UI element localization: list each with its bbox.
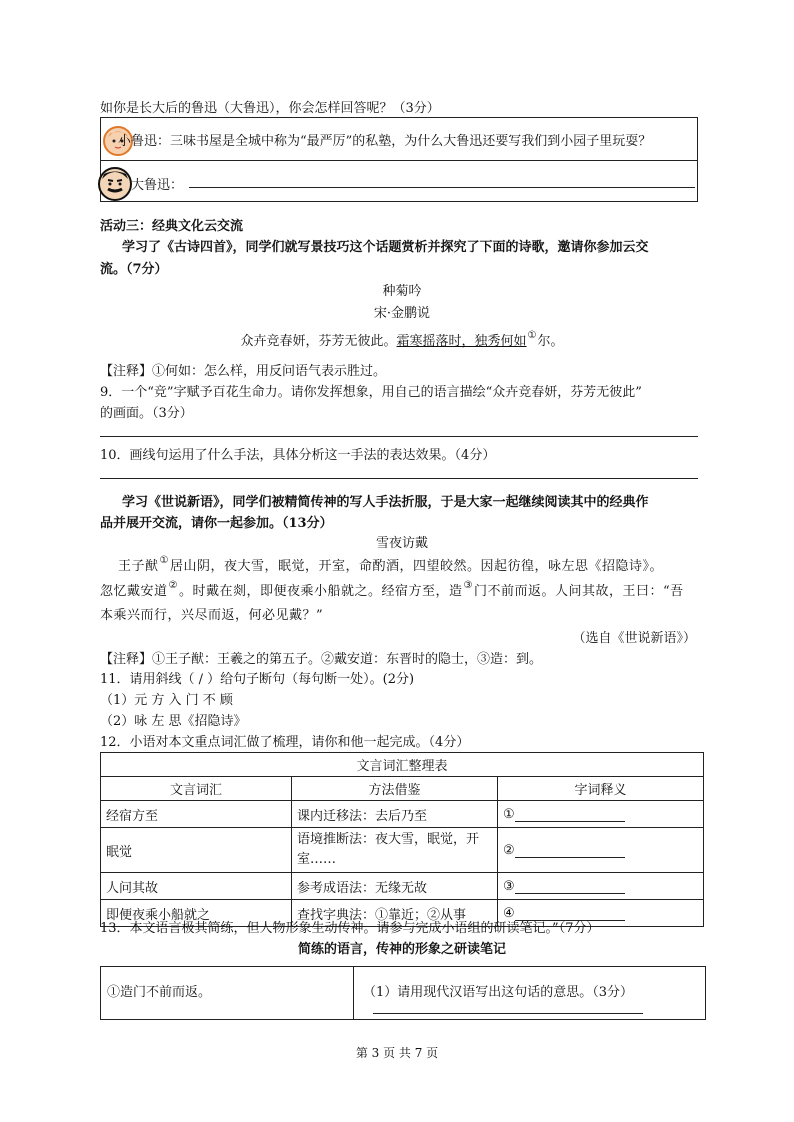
vocab-answer-mark: ①: [503, 806, 515, 822]
q10: 10．画线句运用了什么手法，具体分析这一手法的表达效果。（4分）: [100, 448, 496, 463]
passage-mark2: ②: [168, 580, 178, 591]
vocab-word: 经宿方至: [101, 801, 292, 828]
notes-answer-line[interactable]: [373, 1013, 643, 1014]
passage-line1-b: 居山阴，夜大雪，眠觉，开室，命酌酒，四望皎然。因起彷徨，咏左思《招隐诗》。: [169, 559, 663, 574]
answer-blank[interactable]: [515, 845, 625, 858]
notes-left: ①造门不前而返。: [107, 985, 212, 1000]
q9-answer-line: [100, 436, 698, 437]
vocab-answer-mark: ②: [503, 842, 515, 858]
shishuo-intro-line1: 学习《世说新语》，同学们被精简传神的写人手法折服，于是大家一起继续阅读其中的经典作: [122, 495, 649, 510]
q9-line2: 的画面。（3分）: [100, 406, 193, 421]
q10-answer-line: [100, 478, 698, 479]
table-row: [101, 828, 704, 873]
poem-line: [100, 330, 704, 349]
vocab-method: 参考成语法：无缘无故: [292, 873, 498, 900]
vocab-header-word: 文言词汇: [101, 777, 292, 801]
q11-item2: （2）咏 左 思《招隐诗》: [100, 714, 247, 729]
vocab-header-answer: 字词释义: [498, 777, 704, 801]
vocab-answer-cell[interactable]: [498, 801, 704, 828]
vocab-method: 课内迁移法：去后乃至: [292, 801, 498, 828]
passage-line1-a: 王子猷: [118, 559, 159, 574]
vocab-answer-cell[interactable]: [498, 873, 704, 900]
small-lu-xun-line: 小鲁迅：三味书屋是全城中称为“最严厉”的私塾，为什么大鲁迅还要写我们到小园子里玩耍？: [118, 134, 652, 149]
shishuo-intro-line2: 品并展开交流，请你一起参加。（13分）: [100, 516, 333, 531]
poem-author: 宋·金鹏说: [373, 306, 431, 321]
table-row: [101, 801, 704, 828]
passage-mark3: ③: [463, 580, 473, 591]
activity3-heading: 活动三：经典文化云交流: [100, 219, 244, 234]
table-row: [101, 873, 704, 900]
vocab-answer-cell[interactable]: [498, 828, 704, 873]
passage-mark1: ①: [159, 555, 169, 566]
passage-note: 【注释】①王子猷：王羲之的第五子。②戴安道：东晋时的隐士，③造：到。: [100, 652, 543, 667]
q11: 11．请用斜线（ / ）给句子断句（每句断一处）。(2分): [100, 672, 415, 687]
vocab-table: [100, 752, 704, 927]
q9-line1: 9．一个“竞”字赋予百花生命力。请你发挥想象，用自己的语言描绘“众卉竞春妍，芬芳无彼此”: [100, 385, 642, 400]
notes-title: 简练的语言，传神的形象之研读笔记: [297, 942, 506, 957]
activity3-intro-line2: 流。（7分）: [100, 262, 168, 277]
vocab-answer-mark: ③: [503, 878, 515, 894]
big-lu-xun-avatar-icon: [98, 167, 132, 201]
vocab-method: 语境推断法：夜大雪，眠觉，开室……: [292, 828, 498, 873]
notes-right: （1）请用现代汉语写出这句话的意思。（3分）: [363, 985, 634, 1000]
q12: 12．小语对本文重点词汇做了梳理，请你和他一起完成。（4分）: [100, 735, 470, 750]
notes-table: [100, 966, 706, 1020]
vocab-word: 人问其故: [101, 873, 292, 900]
page-footer: 第 3 页 共 7 页: [355, 1046, 439, 1060]
vocab-word: 眠觉: [101, 828, 292, 873]
poem-mark: ①: [527, 330, 537, 341]
poem-note: 【注释】①何如：怎么样，用反问语气表示胜过。: [100, 364, 387, 379]
passage-line1: [118, 555, 663, 574]
vocab-word: 即便夜乘小船就之: [101, 900, 292, 927]
dialog-row-small: [101, 118, 697, 161]
poem-line-plain: 众卉竞春妍，芬芳无彼此。: [240, 334, 397, 349]
poem-line-underlined: 霜寒摇落时，独秀何如: [396, 334, 527, 349]
activity3-intro-line1: 学习了《古诗四首》，同学们就写景技巧这个话题赏析并探究了下面的诗歌，邀请你参加云交: [122, 240, 649, 255]
passage-line2-c: 门不前而返。人问其故，王曰：“吾: [473, 584, 684, 599]
passage-line2-a: 忽忆戴安道: [100, 584, 168, 599]
vocab-header-method: 方法借鉴: [292, 777, 498, 801]
big-lu-xun-label: 大鲁迅：: [131, 178, 184, 193]
passage-title: 雪夜访戴: [375, 536, 428, 551]
passage-line3: 本乘兴而行，兴尽而返，何必见戴？”: [100, 608, 324, 623]
poem-title: 种菊吟: [382, 284, 422, 299]
notes-divider: [353, 967, 354, 1019]
vocab-answer-mark: ④: [503, 905, 515, 921]
big-lu-xun-answer-line: [189, 187, 695, 188]
poem-line-end: 尔。: [537, 334, 564, 349]
q13: 13．本文语言极其简练，但人物形象生动传神。请参与完成小语组的研读笔记。”（7分）: [100, 921, 600, 936]
answer-blank[interactable]: [515, 809, 625, 822]
passage-source: （选自《世说新语》）: [572, 631, 696, 646]
vocab-table-caption: 文言词汇整理表: [101, 753, 704, 777]
passage-line2-b: 。时戴在剡，即便夜乘小船就之。经宿方至，造: [178, 584, 463, 599]
answer-blank[interactable]: [515, 881, 625, 894]
passage-line2: [100, 580, 684, 599]
dialog-box: [100, 117, 698, 202]
intro-question: 如你是长大后的鲁迅（大鲁迅），你会怎样回答呢？（3分）: [100, 101, 440, 116]
vocab-method: 查找字典法：①靠近；②从事: [292, 900, 498, 927]
q11-item1: （1）元 方 入 门 不 顾: [100, 693, 233, 708]
